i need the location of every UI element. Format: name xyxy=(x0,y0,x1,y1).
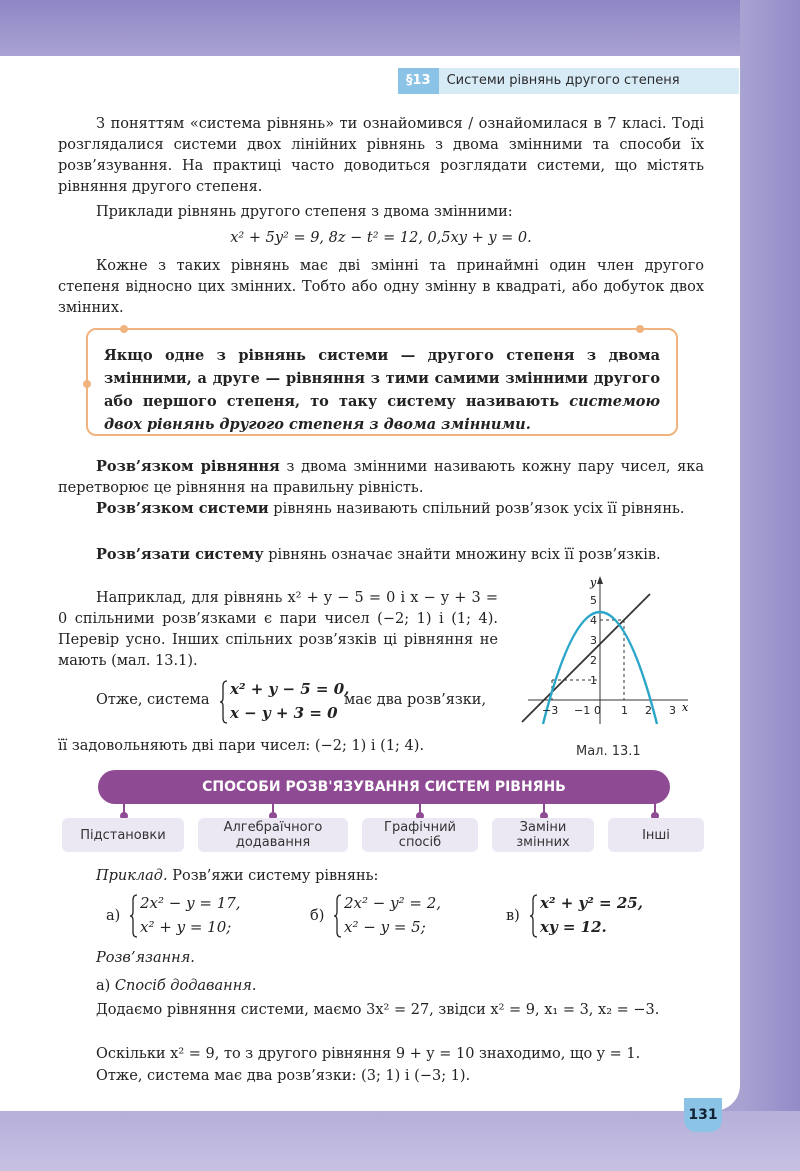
box-dot xyxy=(636,325,644,333)
system-eq-1: x² + y − 5 = 0, xyxy=(230,680,350,698)
solution-line-3: Отже, система має два розв’язки: (3; 1) і (−3; 1). xyxy=(96,1068,471,1084)
y-arrow-icon xyxy=(597,576,603,584)
method-a-label: а) xyxy=(96,978,111,994)
method-substitution: Підстановки xyxy=(62,818,184,852)
system-label: б) xyxy=(310,908,325,924)
examples-intro: Приклади рівнянь другого степеня з двома змінними: xyxy=(96,204,513,220)
system-conclusion: її задовольняють дві пари чисел: (−2; 1) і (1; 4). xyxy=(58,738,425,754)
y-tick: 2 xyxy=(590,654,597,667)
system-label: а) xyxy=(106,908,121,924)
system-eq-2: x² + y = 10; xyxy=(140,918,232,936)
solution-heading: Розв’язання. xyxy=(96,950,195,966)
example-paragraph: Наприклад, для рівнянь x² + y − 5 = 0 і x − y + 3 = 0 спільними розв’язками є пари чисел (−2; 1) і (1; 4). Перевір усно. Інших спільних розв’язків ці рівняння не мають (мал. 13.1). xyxy=(58,590,498,669)
y-tick: 5 xyxy=(590,594,597,607)
system-eq-1: x² + y² = 25, xyxy=(540,894,643,912)
line-graph xyxy=(522,594,650,722)
system-after: має два розв’язки, xyxy=(344,692,487,708)
system-label: в) xyxy=(506,908,520,924)
intro-paragraph: З поняттям «система рівнянь» ти ознайомився / ознайомилася в 7 класі. Тоді розглядалися системи двох лінійних рівнянь з двома змінними та способи їх розв’язування. На практиці часто доводиться розглядати системи, що містять рівняння другого степеня. xyxy=(58,116,704,195)
x-tick: 0 xyxy=(594,704,601,717)
definition-box xyxy=(86,328,678,436)
section-header xyxy=(398,68,739,94)
system-a xyxy=(130,894,250,942)
method-graphic: Графічний спосіб xyxy=(362,818,478,852)
term: Розв’язком системи xyxy=(96,500,269,517)
definition-text xyxy=(104,344,660,436)
x-tick: −1 xyxy=(574,704,591,717)
y-tick: 1 xyxy=(590,674,597,687)
term: Розв’язком рівняння xyxy=(96,458,280,475)
axis-y-label: y xyxy=(590,576,597,589)
term-text: рівнянь називають спільний розв’язок усіх її рівнянь. xyxy=(268,501,685,517)
task-prefix: Приклад. xyxy=(96,868,168,884)
y-tick: 4 xyxy=(590,614,597,627)
method-a-line xyxy=(58,976,704,997)
x-tick: 2 xyxy=(645,704,652,717)
axis-x-label: x xyxy=(682,701,689,714)
brace-icon xyxy=(220,680,228,724)
method-other: Інші xyxy=(608,818,704,852)
system-c xyxy=(530,894,650,942)
solution-line-2: Оскільки x² = 9, то з другого рівняння 9 + y = 10 знаходимо, що y = 1. xyxy=(96,1046,641,1062)
top-band xyxy=(0,0,800,56)
system-eq-2: x² − y = 5; xyxy=(344,918,426,936)
system-intro: Отже, система xyxy=(96,692,210,708)
term: Розв’язати систему xyxy=(96,546,264,563)
solution-line-1: Додаємо рівняння системи, маємо 3x² = 27, звідси x² = 9, x₁ = 3, x₂ = −3. xyxy=(96,1002,660,1018)
section-title: Системи рівнянь другого степеня xyxy=(439,68,739,94)
system-eq-2: x − y + 3 = 0 xyxy=(230,704,338,722)
page-number: 131 xyxy=(684,1098,722,1132)
task-text: Розв’яжи систему рівнянь: xyxy=(167,868,379,884)
y-tick: 3 xyxy=(590,634,597,647)
system-eq-2: xy = 12. xyxy=(540,918,607,936)
section-number: §13 xyxy=(398,68,439,94)
example-system xyxy=(220,680,350,728)
figure-graph xyxy=(528,574,689,724)
system-eq-1: 2x² − y = 17, xyxy=(140,894,241,912)
def-solve-system xyxy=(58,544,704,566)
def-solution-system xyxy=(58,498,704,520)
figure-caption: Мал. 13.1 xyxy=(576,744,641,759)
method-change-variables: Заміни змінних xyxy=(492,818,594,852)
system-eq-1: 2x² − y² = 2, xyxy=(344,894,442,912)
def-solution-equation xyxy=(58,456,704,499)
definition-body: Якщо одне з рівнянь системи — другого степеня з двома змінними, а друге — рівняння з тими самими змінними другого або першого степеня, то таку систему називають xyxy=(104,347,660,410)
explanation-paragraph: Кожне з таких рівнянь має дві змінні та принаймні один член другого степеня відносно цих змінних. Тобто або одну змінну в квадраті, або добуток двох змінних. xyxy=(58,258,704,316)
brace-icon xyxy=(530,894,538,938)
box-dot xyxy=(120,325,128,333)
brace-icon xyxy=(130,894,138,938)
x-tick: 1 xyxy=(621,704,628,717)
system-b xyxy=(334,894,454,942)
side-band xyxy=(740,0,800,1171)
equation-examples: x² + 5y² = 9, 8z − t² = 12, 0,5xy + y = 0. xyxy=(230,230,532,246)
methods-banner: СПОСОБИ РОЗВ'ЯЗУВАННЯ СИСТЕМ РІВНЯНЬ xyxy=(98,770,670,804)
method-addition: Алгебраїчного додавання xyxy=(198,818,348,852)
term-text: з двома змінними називають кожну пару чисел, яка перетворює це рівняння на правильну рівність. xyxy=(58,459,704,496)
definition-term: системою двох рівнянь другого степеня з двома змінними. xyxy=(104,393,660,433)
bottom-band xyxy=(0,1111,800,1171)
method-a-name: Спосіб додавання. xyxy=(114,978,257,994)
box-dot xyxy=(83,380,91,388)
task-line xyxy=(58,866,704,887)
x-tick: 3 xyxy=(669,704,676,717)
term-text: рівнянь означає знайти множину всіх її розв’язків. xyxy=(263,547,661,563)
brace-icon xyxy=(334,894,342,938)
x-tick: −3 xyxy=(542,704,559,717)
